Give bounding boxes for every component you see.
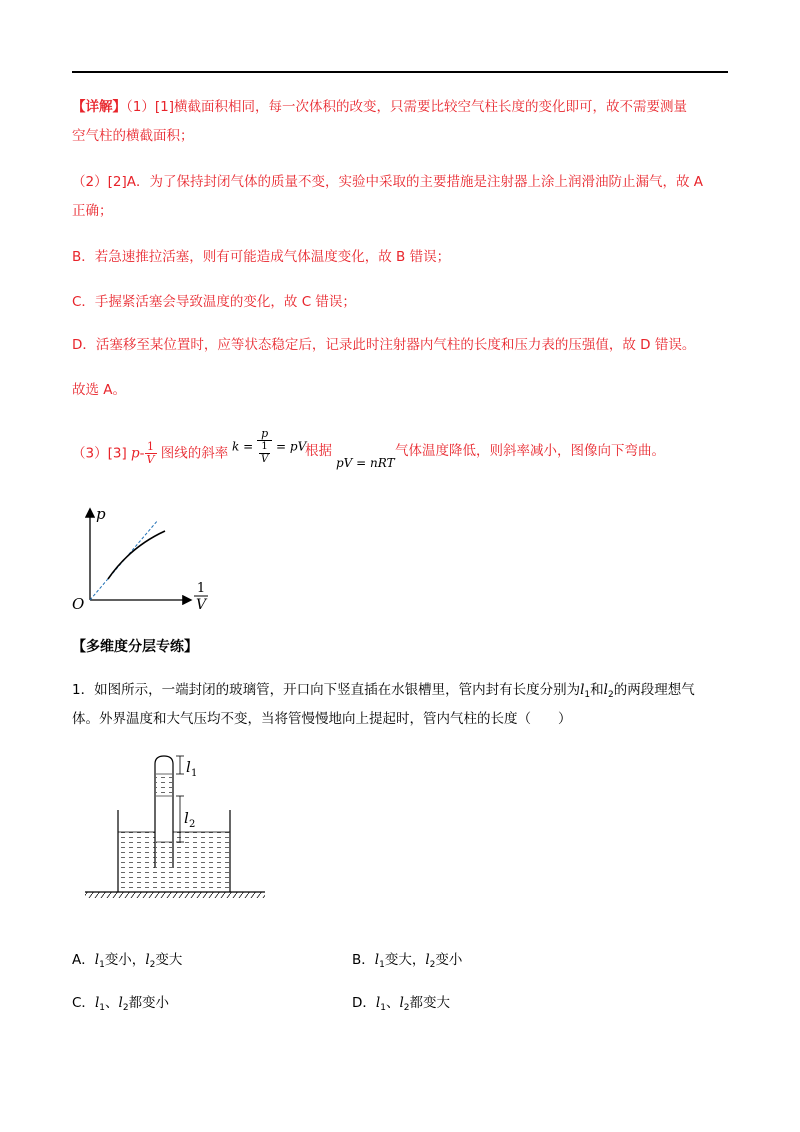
mercury-tube-diagram bbox=[80, 750, 280, 910]
slope-formula: k = $\frac{p}{\frac{1}{V}}$ = pV bbox=[232, 427, 307, 465]
curve bbox=[108, 531, 165, 579]
mercury-inside-tube-bottom bbox=[156, 842, 172, 868]
detail-option-b: B．若急速推拉活塞，则有可能造成气体温度变化，故 B 错误； bbox=[72, 249, 451, 265]
y-axis-label: p bbox=[96, 505, 106, 523]
section-title: 【多维度分层专练】 bbox=[72, 639, 198, 655]
detail-p3-end: 气体温度降低，则斜率减小，图像向下弯曲。 bbox=[395, 443, 665, 459]
detail-p2-line2: 正确； bbox=[72, 203, 113, 219]
option-b[interactable]: B．$l_1$变大，$l_2$变小 bbox=[352, 952, 463, 970]
detail-p1-line2: 空气柱的横截面积； bbox=[72, 128, 194, 144]
ideal-gas-formula: pV = nRT bbox=[336, 456, 395, 470]
question-line2: 体。外界温度和大气压均不变，当将管慢慢地向上提起时，管内气柱的长度（ ） bbox=[72, 711, 572, 727]
detail-p2-line1: （2）[2]A．为了保持封闭气体的质量不变，实验中采取的主要措施是注射器上涂上润滑油防止漏气，故 A bbox=[72, 174, 703, 190]
option-d[interactable]: D．$l_1$、$l_2$都变大 bbox=[352, 995, 451, 1013]
l1-label-sub: 1 bbox=[191, 768, 198, 779]
detail-p3-according: 根据 bbox=[305, 443, 332, 459]
x-axis-label-den: V bbox=[195, 597, 207, 613]
detail-option-d: D．活塞移至某位置时，应等状态稳定后，记录此时注射器内气柱的长度和压力表的压强值，故 D 错误。 bbox=[72, 337, 696, 353]
x-axis-label-num: 1 bbox=[196, 581, 206, 596]
detail-conclusion: 故选 A。 bbox=[72, 382, 127, 398]
origin-label: O bbox=[72, 595, 85, 613]
l2-label: l bbox=[184, 809, 189, 827]
option-a[interactable]: A．$l_1$变小，$l_2$变大 bbox=[72, 952, 183, 970]
detail-p3-line: （3）[3] p- $\frac{1}{V}$ 图线的斜率 bbox=[72, 440, 229, 466]
ground-hatch bbox=[85, 892, 265, 898]
detail-option-c: C．手握紧活塞会导致温度的变化，故 C 错误； bbox=[72, 294, 356, 310]
l2-label-sub: 2 bbox=[189, 819, 196, 830]
l1-label: l bbox=[186, 758, 191, 776]
p-inverse-v-graph bbox=[70, 505, 220, 615]
detail-tag: 【详解】 bbox=[72, 99, 126, 115]
header-rule bbox=[72, 71, 728, 73]
detail-p1-line1: 【详解】（1）[1]横截面积相同，每一次体积的改变，只需要比较空气柱长度的变化即可，故不需要测量 bbox=[72, 99, 687, 115]
question-line1: 1．如图所示，一端封闭的玻璃管，开口向下竖直插在水银槽里，管内封有长度分别为$l_1$和$l_2$的两段理想气 bbox=[72, 682, 695, 700]
fraction-one-over-v: $\frac{1}{V}$ bbox=[146, 440, 155, 466]
mercury-in-trough bbox=[118, 832, 230, 892]
option-c[interactable]: C．$l_1$、$l_2$都变小 bbox=[72, 995, 170, 1013]
mercury-column-in-tube bbox=[156, 774, 172, 796]
